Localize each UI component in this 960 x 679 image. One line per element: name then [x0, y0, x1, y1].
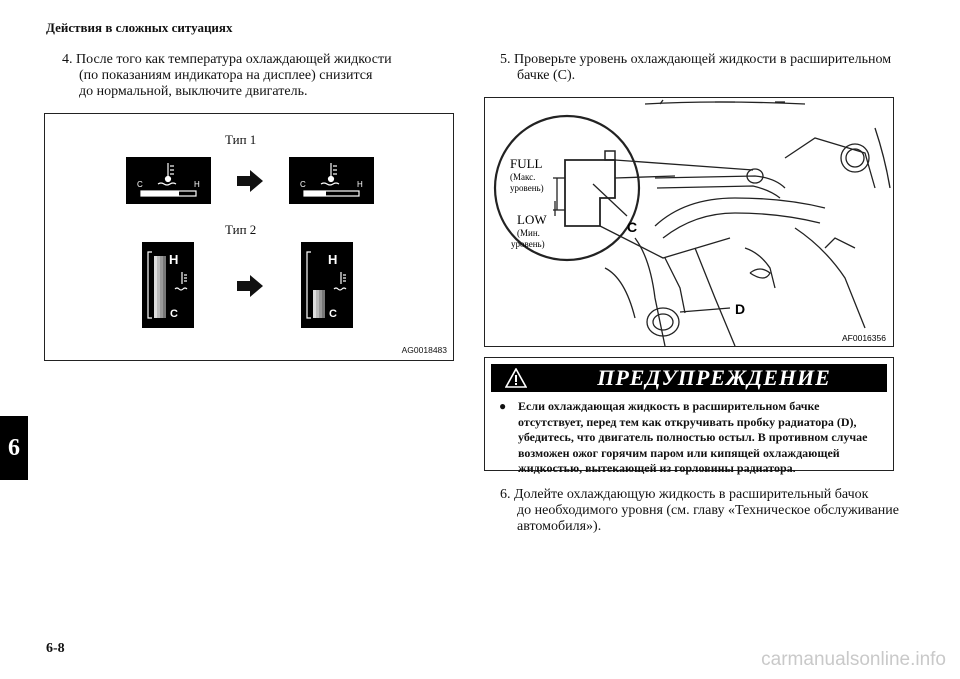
step-4-line: до нормальной, выключите двигатель.: [79, 84, 308, 99]
warning-title: ПРЕДУПРЕЖДЕНИЕ: [597, 365, 831, 390]
low-label: LOW: [517, 212, 547, 227]
warning-box: [484, 357, 894, 475]
warning-line: убедитесь, что двигатель полностью остыл. В противном случае: [518, 430, 868, 444]
step-6-text: [500, 487, 899, 535]
step-6-line: до необходимого уровня (см. главу «Техническое обслуживание: [517, 503, 899, 518]
step-5-line: бачке (С).: [517, 68, 576, 83]
gauge-figure: [44, 113, 454, 361]
step-5-text: [500, 52, 891, 84]
bullet-icon: ●: [499, 399, 507, 413]
callout-d: D: [735, 301, 746, 317]
chapter-tab: 6: [0, 416, 28, 480]
cold-letter: C: [170, 308, 178, 320]
warning-text: [499, 399, 885, 477]
coolant-temp-icon: [289, 157, 374, 204]
full-sub-2: уровень): [510, 183, 544, 193]
hot-letter: H: [169, 252, 179, 267]
cold-letter: C: [329, 308, 337, 320]
low-sub-1: (Мин.: [517, 228, 540, 238]
type2-gauge-before: [142, 242, 194, 328]
step-4-line: 4. После того как температура охлаждающей жидкости: [62, 52, 392, 67]
warning-title-band: [491, 364, 887, 392]
coolant-bar-gauge: [301, 242, 353, 328]
hot-letter: H: [194, 180, 200, 189]
warning-triangle-icon: [505, 368, 527, 388]
callout-c: C: [627, 219, 638, 235]
type1-gauge-after: [289, 157, 374, 204]
cold-letter: C: [137, 180, 143, 189]
coolant-bar-gauge: [142, 242, 194, 328]
low-sub-2: уровень): [511, 239, 545, 249]
section-header: Действия в сложных ситуациях: [46, 20, 233, 35]
hot-letter: H: [328, 252, 338, 267]
step-6-line: 6. Долейте охлаждающую жидкость в расширительный бачок: [500, 487, 869, 502]
type2-gauge-after: [301, 242, 353, 328]
type-2-label: Тип 2: [225, 222, 257, 237]
watermark: carmanualsonline.info: [761, 649, 946, 670]
page-number: 6-8: [46, 641, 65, 656]
warning-line: жидкостью, вытекающей из горловины радиатора.: [518, 461, 796, 475]
type-1-label: Тип 1: [225, 132, 257, 147]
hot-letter: H: [357, 180, 363, 189]
full-sub-1: (Макс.: [510, 172, 536, 182]
figure-code: AF0016356: [842, 333, 886, 343]
cold-letter: C: [300, 180, 306, 189]
figure-code: AG0018483: [401, 345, 447, 355]
step-4-text: [62, 52, 392, 100]
engine-bay-illustration: [485, 98, 894, 347]
coolant-temp-icon: [126, 157, 211, 204]
warning-line: Если охлаждающая жидкость в расширительном бачке: [518, 399, 820, 413]
step-4-line: (по показаниям индикатора на дисплее) снизится: [79, 68, 373, 83]
engine-bay-figure: [484, 97, 894, 347]
full-label: FULL: [510, 156, 543, 171]
step-5-line: 5. Проверьте уровень охлаждающей жидкости в расширительном: [500, 52, 892, 67]
step-6-line: автомобиля»).: [517, 519, 602, 534]
warning-line: отсутствует, перед тем как откручивать пробку радиатора (D),: [518, 414, 857, 429]
arrow-right-icon: [237, 275, 263, 297]
warning-line: возможен ожог горячим паром или кипящей охлаждающей: [518, 445, 840, 460]
type1-gauge-before: [126, 157, 211, 204]
arrow-right-icon: [237, 170, 263, 192]
